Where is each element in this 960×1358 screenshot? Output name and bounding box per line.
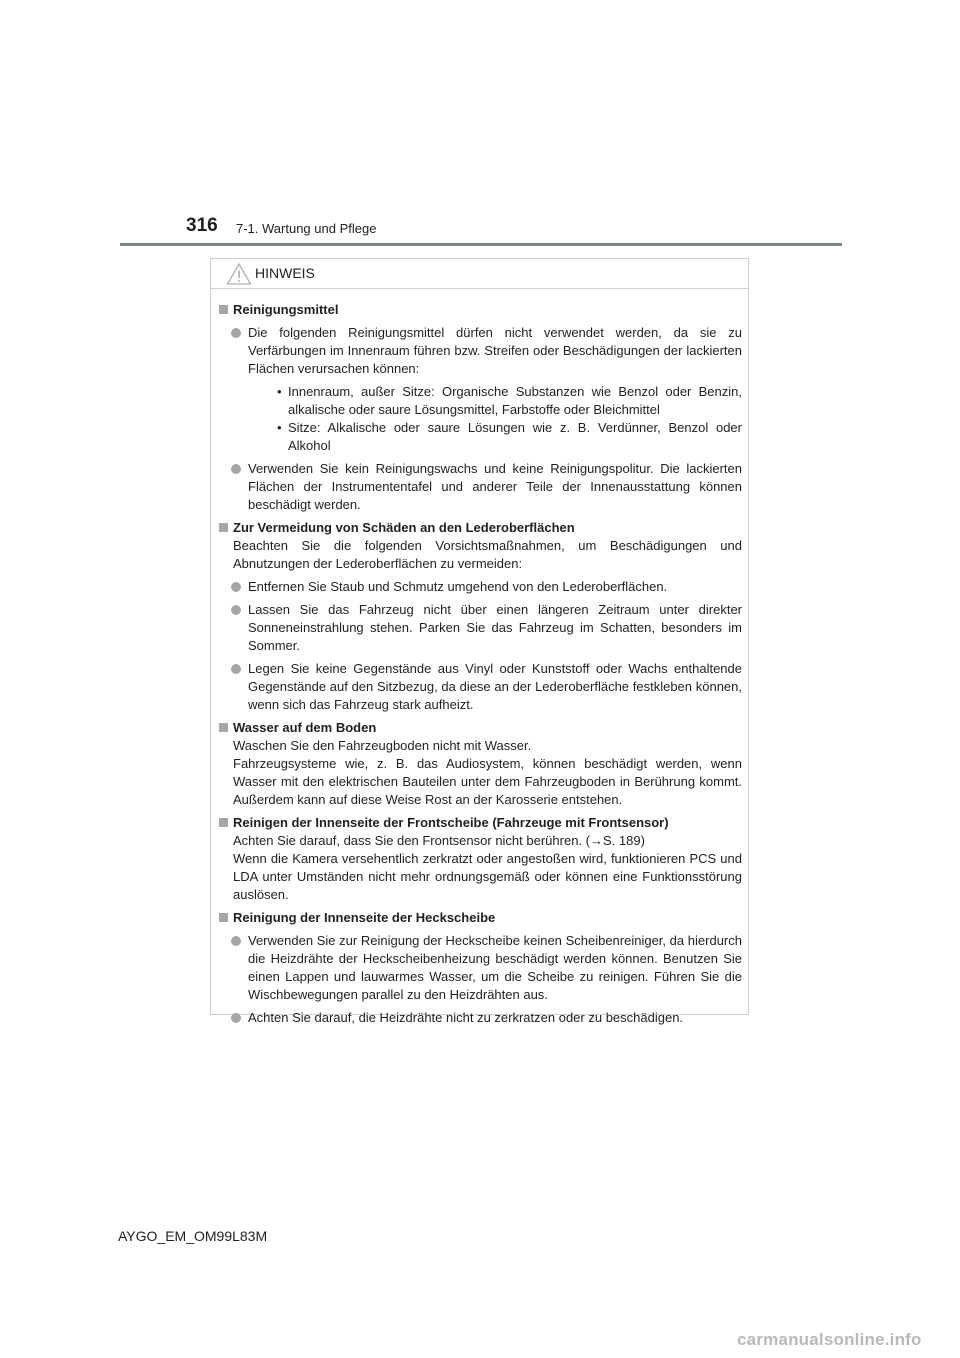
notice-section <box>219 719 742 809</box>
document-code: AYGO_EM_OM99L83M <box>118 1228 268 1244</box>
section-heading-text: Reinigung der Innenseite der Heckscheibe <box>233 910 496 925</box>
paragraph: Achten Sie darauf, dass Sie den Frontsensor nicht berühren. (→S. 189) <box>233 833 645 848</box>
list-item-text: Achten Sie darauf, die Heizdrähte nicht zu zerkratzen oder zu beschädigen. <box>248 1010 684 1025</box>
section-heading <box>219 909 742 927</box>
list-item-text: Lassen Sie das Fahrzeug nicht über einen längeren Zeitraum unter direkter Sonneneinstrahlung stehen. Parken Sie das Fahrzeug im Schatten, besonders im Sommer. <box>248 602 742 653</box>
paragraph: Beachten Sie die folgenden Vorsichtsmaßnahmen, um Beschädigungen und Abnutzungen der Lederoberflächen zu vermeiden: <box>233 538 742 571</box>
section-heading-text: Reinigen der Innenseite der Frontscheibe (Fahrzeuge mit Frontsensor) <box>233 815 669 830</box>
square-bullet-icon <box>219 818 228 827</box>
section-heading <box>219 519 742 537</box>
square-bullet-icon <box>219 913 228 922</box>
square-bullet-icon <box>219 523 228 532</box>
list-item <box>219 1009 742 1027</box>
section-heading <box>219 719 742 737</box>
dot-bullet-icon: • <box>277 384 282 399</box>
section-heading <box>219 301 742 319</box>
circle-bullet-icon <box>231 605 241 615</box>
sub-list <box>248 383 742 455</box>
list-item <box>219 660 742 714</box>
sub-list-item <box>272 419 742 455</box>
header-rule <box>120 243 842 246</box>
circle-bullet-icon <box>231 328 241 338</box>
list-item-text: Verwenden Sie kein Reinigungswachs und keine Reinigungspolitur. Die lackierten Flächen der Instrumententafel und anderer Teile der Innenausstattung können beschädigt werden. <box>248 461 742 512</box>
section-heading-text: Wasser auf dem Boden <box>233 720 377 735</box>
paragraph: Wenn die Kamera versehentlich zerkratzt oder angestoßen wird, funktionieren PCS und LDA unter Umständen nicht mehr ordnungsgemäß oder können eine Funktionsstörung auslösen. <box>233 851 742 902</box>
list-item-text: Entfernen Sie Staub und Schmutz umgehend von den Lederoberflächen. <box>248 579 668 594</box>
circle-bullet-icon <box>231 1013 241 1023</box>
list-item <box>219 460 742 514</box>
sub-list-item-text: Innenraum, außer Sitze: Organische Substanzen wie Benzol oder Benzin, alkalische oder saure Lösungsmittel, Farbstoffe oder Bleichmittel <box>288 384 742 417</box>
notice-section <box>219 909 742 1027</box>
notice-body <box>211 289 748 1027</box>
notice-section <box>219 519 742 714</box>
notice-section <box>219 814 742 904</box>
section-heading-text: Reinigungsmittel <box>233 302 339 317</box>
list-item-text: Die folgenden Reinigungsmittel dürfen nicht verwendet werden, da sie zu Verfärbungen im Innenraum führen bzw. Streifen oder Beschädigungen der lackierten Flächen verursachen können: <box>248 325 742 376</box>
paragraph: Waschen Sie den Fahrzeugboden nicht mit Wasser. <box>233 738 532 753</box>
square-bullet-icon <box>219 723 228 732</box>
section-heading-text: Zur Vermeidung von Schäden an den Lederoberflächen <box>233 520 575 535</box>
dot-bullet-icon: • <box>277 420 282 435</box>
circle-bullet-icon <box>231 664 241 674</box>
notice-title: HINWEIS <box>255 265 315 281</box>
list-item <box>219 324 742 455</box>
list-item <box>219 932 742 1004</box>
square-bullet-icon <box>219 305 228 314</box>
list-item-text: Legen Sie keine Gegenstände aus Vinyl oder Kunststoff oder Wachs enthaltende Gegenstände auf den Sitzbezug, da diese an der Lederoberfläche festkleben können, wenn sich das Fahrzeug stark aufheizt. <box>248 661 742 712</box>
circle-bullet-icon <box>231 464 241 474</box>
warning-triangle-icon <box>226 262 252 286</box>
list-item <box>219 601 742 655</box>
page-number: 316 <box>186 215 218 236</box>
notice-header <box>211 259 748 289</box>
paragraph: Fahrzeugsysteme wie, z. B. das Audiosystem, können beschädigt werden, wenn Wasser mit den elektrischen Bauteilen unter dem Fahrzeugboden in Berührung kommt. Außerdem kann auf diese Weise Rost an der Karosserie entstehen. <box>233 756 742 807</box>
list-item-text: Verwenden Sie zur Reinigung der Heckscheibe keinen Scheibenreiniger, da hierdurch die Heizdrähte der Heckscheibenheizung beschädigt werden können. Benutzen Sie einen Lappen und lauwarmes Wasser, um die Scheibe zu reinigen. Führen Sie die Wischbewegungen parallel zu den Heizdrähten aus. <box>248 933 742 1002</box>
sub-list-item-text: Sitze: Alkalische oder saure Lösungen wie z. B. Verdünner, Benzol oder Alkohol <box>288 420 742 453</box>
notice-section <box>219 301 742 514</box>
circle-bullet-icon <box>231 936 241 946</box>
sub-list-item <box>272 383 742 419</box>
list-item <box>219 578 742 596</box>
circle-bullet-icon <box>231 582 241 592</box>
watermark: carmanualsonline.info <box>737 1330 922 1349</box>
section-heading <box>219 814 742 832</box>
section-title: 7-1. Wartung und Pflege <box>236 221 377 236</box>
notice-box <box>210 258 749 1025</box>
